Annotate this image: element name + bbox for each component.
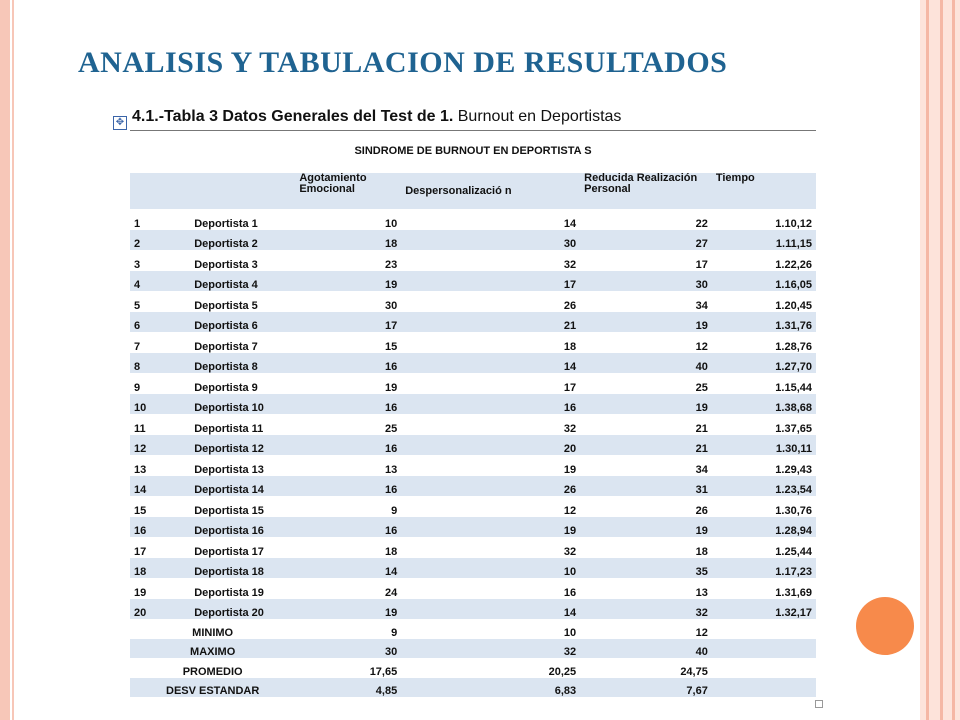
- table-title: SINDROME DE BURNOUT EN DEPORTISTA S: [354, 145, 592, 157]
- row-tiempo: 1.38,68: [775, 402, 812, 414]
- table-row: [130, 578, 816, 599]
- row-despersonalizacion: 14: [563, 217, 577, 230]
- row-realizacion: 13: [695, 586, 708, 599]
- row-tiempo: 1.23,54: [775, 484, 812, 496]
- table-row: [130, 271, 816, 292]
- row-despersonalizacion: 32: [563, 258, 577, 271]
- row-tiempo: 1.22,26: [775, 258, 812, 271]
- row-realizacion: 12: [695, 340, 708, 353]
- row-despersonalizacion: 19: [563, 525, 577, 537]
- stat-empty: [712, 619, 816, 639]
- stat-empty: [712, 658, 816, 678]
- row-tiempo: 1.28,94: [775, 525, 812, 537]
- row-tiempo: 1.16,05: [775, 279, 812, 291]
- row-realizacion: 32: [695, 607, 708, 619]
- row-realizacion: 21: [695, 422, 708, 435]
- row-name: Deportista 15: [194, 504, 264, 517]
- row-despersonalizacion: 26: [563, 484, 577, 496]
- row-realizacion: 22: [695, 217, 708, 230]
- row-agotamiento: 25: [384, 422, 398, 435]
- table-stat-row: [130, 639, 816, 659]
- row-despersonalizacion: 21: [563, 320, 577, 332]
- row-agotamiento: 19: [384, 279, 398, 291]
- row-index: 5: [134, 299, 141, 312]
- stat-label: MINIMO: [192, 626, 234, 639]
- stat-agotamiento: 17,65: [369, 665, 398, 678]
- right-frame-line: [940, 0, 943, 720]
- row-realizacion: 19: [695, 402, 708, 414]
- stat-despersonalizacion: 6,83: [554, 685, 577, 697]
- row-realizacion: 35: [695, 566, 708, 578]
- row-despersonalizacion: 12: [563, 504, 577, 517]
- row-index: 10: [134, 402, 147, 414]
- table-row: [130, 373, 816, 394]
- row-name: Deportista 16: [194, 525, 264, 537]
- row-name: Deportista 2: [194, 238, 258, 250]
- row-realizacion: 31: [695, 484, 708, 496]
- row-despersonalizacion: 17: [563, 279, 577, 291]
- row-index: 1: [134, 217, 141, 230]
- row-despersonalizacion: 16: [563, 402, 577, 414]
- row-index: 16: [134, 525, 147, 537]
- left-frame-line: [12, 0, 14, 720]
- stat-despersonalizacion: 32: [563, 646, 577, 658]
- row-tiempo: 1.29,43: [775, 463, 812, 476]
- right-frame-line: [926, 0, 929, 720]
- table-caption: [132, 108, 621, 126]
- row-index: 4: [134, 279, 141, 291]
- row-agotamiento: 18: [384, 545, 398, 558]
- header-despersonalizacion: Despersonalizació n: [405, 184, 512, 197]
- row-agotamiento: 16: [384, 443, 398, 455]
- row-name: Deportista 9: [194, 381, 258, 394]
- header-realizacion: Reducida Realización Personal: [584, 172, 698, 195]
- table-row: [130, 558, 816, 579]
- stat-realizacion: 7,67: [686, 685, 708, 697]
- table-row: [130, 599, 816, 620]
- row-index: 7: [134, 340, 141, 353]
- row-index: 9: [134, 381, 141, 394]
- stat-empty: [712, 678, 816, 698]
- resize-handle[interactable]: [815, 700, 823, 708]
- row-tiempo: 1.27,70: [775, 361, 812, 373]
- row-agotamiento: 16: [384, 484, 398, 496]
- table-row: [130, 312, 816, 333]
- row-tiempo: 1.20,45: [775, 299, 812, 312]
- row-agotamiento: 30: [384, 299, 398, 312]
- row-realizacion: 27: [695, 238, 708, 250]
- row-tiempo: 1.10,12: [775, 217, 812, 230]
- row-name: Deportista 5: [194, 299, 258, 312]
- row-agotamiento: 23: [384, 258, 398, 271]
- row-name: Deportista 18: [194, 566, 264, 578]
- table-row: [130, 332, 816, 353]
- table-header-row: [130, 173, 816, 209]
- row-realizacion: 30: [695, 279, 708, 291]
- row-tiempo: 1.30,76: [775, 504, 812, 517]
- row-agotamiento: 19: [384, 381, 398, 394]
- row-tiempo: 1.30,11: [775, 443, 812, 455]
- table-row: [130, 230, 816, 251]
- table-row: [130, 394, 816, 415]
- row-tiempo: 1.25,44: [775, 545, 812, 558]
- row-index: 18: [134, 566, 147, 578]
- row-tiempo: 1.32,17: [775, 607, 812, 619]
- row-agotamiento: 16: [384, 361, 398, 373]
- stat-agotamiento: 30: [384, 646, 398, 658]
- row-name: Deportista 19: [194, 586, 264, 599]
- row-name: Deportista 14: [194, 484, 264, 496]
- table-row: [130, 353, 816, 374]
- row-realizacion: 19: [695, 525, 708, 537]
- row-agotamiento: 18: [384, 238, 398, 250]
- stat-agotamiento: 9: [391, 626, 398, 639]
- row-realizacion: 34: [695, 463, 708, 476]
- table-row: [130, 517, 816, 538]
- row-name: Deportista 7: [194, 340, 258, 353]
- row-index: 11: [134, 422, 146, 435]
- stat-label: PROMEDIO: [182, 665, 243, 678]
- row-name: Deportista 1: [194, 217, 258, 230]
- row-tiempo: 1.31,76: [775, 320, 812, 332]
- row-agotamiento: 17: [384, 320, 398, 332]
- stat-realizacion: 24,75: [680, 665, 708, 678]
- row-despersonalizacion: 20: [563, 443, 577, 455]
- row-index: 13: [134, 463, 147, 476]
- table-row: [130, 291, 816, 312]
- caption-rest: Burnout en Deportistas: [453, 108, 622, 125]
- table-row: [130, 476, 816, 497]
- table-stat-row: [130, 678, 816, 698]
- stat-label: DESV ESTANDAR: [166, 685, 260, 697]
- stat-empty: [712, 639, 816, 659]
- row-index: 15: [134, 504, 147, 517]
- row-realizacion: 34: [695, 299, 708, 312]
- row-name: Deportista 13: [194, 463, 264, 476]
- row-despersonalizacion: 10: [563, 566, 577, 578]
- row-name: Deportista 17: [194, 545, 264, 558]
- row-agotamiento: 10: [384, 217, 398, 230]
- stat-despersonalizacion: 10: [563, 626, 577, 639]
- right-frame-bar: [920, 0, 960, 720]
- row-realizacion: 21: [695, 443, 708, 455]
- row-realizacion: 26: [695, 504, 708, 517]
- row-despersonalizacion: 14: [563, 361, 577, 373]
- row-agotamiento: 19: [384, 607, 398, 619]
- row-despersonalizacion: 30: [563, 238, 577, 250]
- row-agotamiento: 24: [384, 586, 398, 599]
- stat-despersonalizacion: 20,25: [548, 665, 577, 678]
- row-tiempo: 1.11,15: [775, 238, 812, 250]
- row-tiempo: 1.28,76: [775, 340, 812, 353]
- row-index: 14: [134, 484, 147, 496]
- table-row: [130, 250, 816, 271]
- table-row: [130, 455, 816, 476]
- table-stat-row: [130, 619, 816, 639]
- row-agotamiento: 15: [384, 340, 398, 353]
- row-realizacion: 17: [695, 258, 708, 271]
- row-name: Deportista 4: [194, 279, 258, 291]
- row-index: 8: [134, 361, 141, 373]
- row-agotamiento: 16: [384, 525, 398, 537]
- row-index: 19: [134, 586, 147, 599]
- row-realizacion: 18: [695, 545, 708, 558]
- stat-agotamiento: 4,85: [375, 685, 398, 697]
- row-despersonalizacion: 18: [563, 340, 577, 353]
- row-realizacion: 19: [695, 320, 708, 332]
- table-row: [130, 537, 816, 558]
- row-despersonalizacion: 16: [563, 586, 577, 599]
- row-realizacion: 25: [695, 381, 708, 394]
- row-agotamiento: 9: [391, 504, 398, 517]
- row-index: 20: [134, 607, 147, 619]
- slide-title: ANALISIS Y TABULACION DE RESULTADOS: [78, 46, 728, 79]
- table-row: [130, 496, 816, 517]
- stat-label: MAXIMO: [190, 646, 236, 658]
- move-handle-icon[interactable]: ✥: [113, 116, 127, 130]
- burnout-table: [130, 173, 816, 697]
- row-despersonalizacion: 32: [563, 545, 577, 558]
- header-index: [130, 173, 176, 209]
- row-name: Deportista 3: [194, 258, 258, 271]
- row-name: Deportista 6: [194, 320, 258, 332]
- stat-realizacion: 12: [695, 626, 708, 639]
- table-row: [130, 435, 816, 456]
- row-tiempo: 1.15,44: [775, 381, 812, 394]
- caption-rule: [130, 130, 816, 131]
- row-index: 12: [134, 443, 147, 455]
- row-name: Deportista 20: [194, 607, 264, 619]
- row-realizacion: 40: [695, 361, 708, 373]
- left-frame-bar: [0, 0, 10, 720]
- row-index: 2: [134, 238, 141, 250]
- header-agotamiento: Agotamiento Emocional: [299, 172, 367, 195]
- row-despersonalizacion: 19: [563, 463, 577, 476]
- header-tiempo: Tiempo: [715, 172, 755, 184]
- row-agotamiento: 13: [384, 463, 398, 476]
- row-agotamiento: 16: [384, 402, 398, 414]
- row-name: Deportista 10: [194, 402, 264, 414]
- row-tiempo: 1.37,65: [775, 422, 812, 435]
- row-tiempo: 1.31,69: [775, 586, 812, 599]
- right-frame-line: [952, 0, 955, 720]
- row-index: 3: [134, 258, 141, 271]
- row-index: 6: [134, 320, 141, 332]
- table-stat-row: [130, 658, 816, 678]
- row-despersonalizacion: 17: [563, 381, 577, 394]
- row-tiempo: 1.17,23: [775, 566, 812, 578]
- row-despersonalizacion: 26: [563, 299, 577, 312]
- row-despersonalizacion: 14: [563, 607, 577, 619]
- row-name: Deportista 8: [194, 361, 258, 373]
- header-name: [176, 173, 295, 209]
- row-name: Deportista 12: [194, 443, 264, 455]
- row-name: Deportista 11: [194, 422, 264, 435]
- table-body: [130, 209, 816, 697]
- decorative-dot: [856, 597, 914, 655]
- table-row: [130, 209, 816, 230]
- row-despersonalizacion: 32: [563, 422, 577, 435]
- table-row: [130, 414, 816, 435]
- stat-realizacion: 40: [695, 646, 708, 658]
- row-index: 17: [134, 545, 147, 558]
- caption-bold: 4.1.-Tabla 3 Datos Generales del Test de 1.: [132, 108, 454, 125]
- row-agotamiento: 14: [384, 566, 398, 578]
